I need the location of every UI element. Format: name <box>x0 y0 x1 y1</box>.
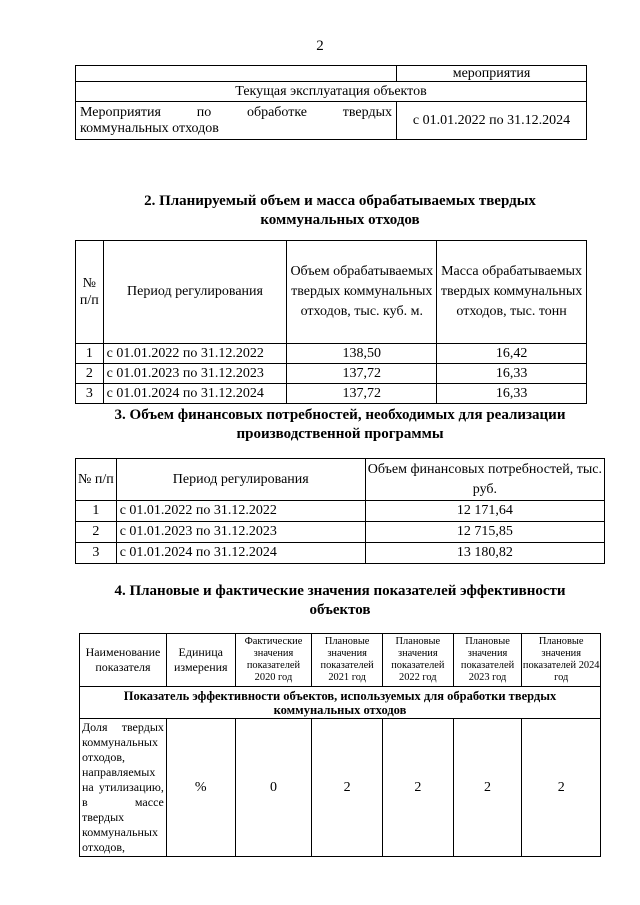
table-row <box>76 364 587 384</box>
planned-volume-row-mass: 16,33 <box>437 384 587 404</box>
planned-volume-row-volume: 137,72 <box>287 364 437 384</box>
planned-volume-header-volume: Объем обрабатываемых твердых коммунальных отходов, тыс. куб. м. <box>287 241 437 344</box>
financial-needs-row-amount: 12 715,85 <box>365 522 604 543</box>
financial-needs-header-num: № п/п <box>76 459 117 501</box>
section-heading-3 <box>60 406 620 444</box>
financial-needs-row-num: 1 <box>76 501 117 522</box>
efficiency-section-title: Показатель эффективности объектов, используемых для обработки твердых коммунальных отходов <box>80 687 601 719</box>
efficiency-header-2021: Плановые значения показателей 2021 год <box>312 634 383 687</box>
table-row <box>76 384 587 404</box>
efficiency-row-2020: 0 <box>235 719 312 857</box>
table-row <box>76 501 605 522</box>
efficiency-header-name: Наименование показателя <box>80 634 167 687</box>
planned-volume-header-period: Период регулирования <box>103 241 287 344</box>
planned-volume-table <box>75 240 587 404</box>
activities-table-header-cell: мероприятия <box>396 66 586 82</box>
planned-volume-row-mass: 16,42 <box>437 344 587 364</box>
activities-table <box>75 65 587 140</box>
efficiency-row-2021: 2 <box>312 719 383 857</box>
financial-needs-header-amount: Объем финансовых потребностей, тыс. руб. <box>365 459 604 501</box>
planned-volume-row-period: с 01.01.2023 по 31.12.2023 <box>103 364 287 384</box>
financial-needs-row-amount: 12 171,64 <box>365 501 604 522</box>
section-heading-3-line1: 3. Объем финансовых потребностей, необходимых для реализации <box>114 407 566 423</box>
table-row <box>80 719 601 857</box>
section-heading-2-line1: 2. Планируемый объем и масса обрабатываемых твердых <box>144 193 536 209</box>
planned-volume-header-num: № п/п <box>76 241 104 344</box>
efficiency-row-2022: 2 <box>382 719 453 857</box>
planned-volume-row-volume: 137,72 <box>287 384 437 404</box>
section-heading-4-line2: объектов <box>309 602 371 618</box>
efficiency-row-2024: 2 <box>522 719 601 857</box>
table-row <box>76 344 587 364</box>
financial-needs-row-num: 3 <box>76 543 117 564</box>
planned-volume-row-volume: 138,50 <box>287 344 437 364</box>
financial-needs-table <box>75 458 605 564</box>
section-heading-4-line1: 4. Плановые и фактические значения показателей эффективности <box>114 583 566 599</box>
page-number: 2 <box>316 38 324 54</box>
activities-table-blank-cell <box>76 66 397 82</box>
financial-needs-row-period: с 01.01.2022 по 31.12.2022 <box>116 501 365 522</box>
planned-volume-row-num: 3 <box>76 384 104 404</box>
planned-volume-row-mass: 16,33 <box>437 364 587 384</box>
planned-volume-row-period: с 01.01.2022 по 31.12.2022 <box>103 344 287 364</box>
planned-volume-row-num: 1 <box>76 344 104 364</box>
efficiency-row-unit: % <box>166 719 235 857</box>
efficiency-row-2023: 2 <box>453 719 522 857</box>
efficiency-header-2023: Плановые значения показателей 2023 год <box>453 634 522 687</box>
table-row <box>76 543 605 564</box>
planned-volume-row-period: с 01.01.2024 по 31.12.2024 <box>103 384 287 404</box>
activities-row-label-line1: Мероприятия по обработке твердых <box>80 104 392 120</box>
financial-needs-row-period: с 01.01.2024 по 31.12.2024 <box>116 543 365 564</box>
financial-needs-row-amount: 13 180,82 <box>365 543 604 564</box>
section-heading-2-line2: коммунальных отходов <box>260 212 420 228</box>
efficiency-header-2022: Плановые значения показателей 2022 год <box>382 634 453 687</box>
section-heading-3-line2: производственной программы <box>236 426 444 442</box>
planned-volume-row-num: 2 <box>76 364 104 384</box>
planned-volume-header-mass: Масса обрабатываемых твердых коммунальных отходов, тыс. тонн <box>437 241 587 344</box>
financial-needs-header-period: Период регулирования <box>116 459 365 501</box>
efficiency-row-name: Доля твердых коммунальных отходов, направляемых на утилизацию, в массе твердых коммунальных отходов, <box>80 719 167 857</box>
efficiency-header-2024: Плановые значения показателей 2024 год <box>522 634 601 687</box>
section-heading-4 <box>60 582 620 620</box>
efficiency-header-2020: Фактические значения показателей 2020 год <box>235 634 312 687</box>
table-row <box>76 522 605 543</box>
activities-table-row-period: с 01.01.2022 по 31.12.2024 <box>396 102 586 140</box>
efficiency-header-unit: Единица измерения <box>166 634 235 687</box>
financial-needs-row-period: с 01.01.2023 по 31.12.2023 <box>116 522 365 543</box>
efficiency-indicators-table <box>79 633 601 857</box>
activities-row-label-line2: коммунальных отходов <box>80 120 219 136</box>
section-heading-2 <box>60 192 620 230</box>
activities-table-section-title: Текущая эксплуатация объектов <box>76 82 587 102</box>
financial-needs-row-num: 2 <box>76 522 117 543</box>
activities-table-row-label <box>76 102 397 140</box>
